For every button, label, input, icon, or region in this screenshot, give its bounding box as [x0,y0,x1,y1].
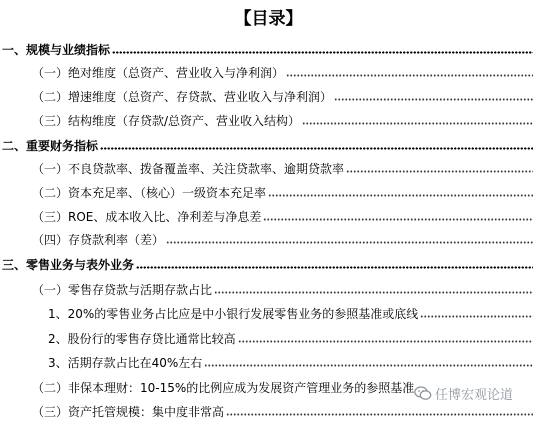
dot-leader [136,266,533,269]
toc-entry-text: （三）结构维度（存贷款/总资产、营业收入结构） [32,114,301,128]
watermark-text: 任博宏观论道 [435,388,514,403]
dot-leader [238,340,533,343]
wechat-icon [414,386,432,401]
toc-entry-text: 3、活期存款占比在40%左右 [48,356,203,370]
dot-leader [268,194,533,197]
toc-entry-text: （三）ROE、成本收入比、净利差与净息差 [32,210,262,224]
toc-entry-text: （一）绝对维度（总资产、营业收入与净利润） [32,66,285,80]
toc-entry-text: （二）非保本理财：10-15%的比例应成为发展资产管理业务的参照基准 [32,381,415,395]
toc-entry-text: 三、零售业务与表外业务 [2,258,135,272]
toc-entry-text: （二）增速维度（总资产、存贷款、营业收入与净利润） [32,90,333,104]
toc-entry-level-2[interactable] [32,85,533,105]
watermark [414,384,513,403]
toc-entry-level-2[interactable] [32,157,533,177]
toc-entry-text: 1、20%的零售业务占比应是中小银行发展零售业务的参照基准或底线 [48,307,419,321]
toc-entry-level-3[interactable] [48,302,533,322]
toc-entry-text: 2、股份行的零售存贷比通常比较高 [48,332,236,346]
toc-entry-level-3[interactable] [48,327,533,347]
dot-leader [204,364,533,367]
toc-entry-level-1[interactable] [2,253,533,273]
toc-entry-text: （一）零售存贷款与活期存款占比 [32,283,213,297]
toc-entry-level-1[interactable] [2,38,533,58]
dot-leader [346,170,533,173]
dot-leader [226,413,533,416]
page-title: 【目录】 [234,9,303,29]
dot-leader [302,122,533,125]
dot-leader [263,218,533,221]
toc-entry-text: （三）资产托管规模：集中度非常高 [32,405,225,419]
toc-entry-level-2[interactable] [32,61,533,81]
toc-entry-text: 二、重要财务指标 [2,139,99,153]
dot-leader [166,241,533,244]
toc-entry-level-3[interactable] [48,351,533,371]
dot-leader [334,98,533,101]
toc-entry-level-2[interactable] [32,228,533,248]
dot-leader [420,315,533,318]
toc-entry-level-2[interactable] [32,181,533,201]
toc-entry-text: （一）不良贷款率、拨备覆盖率、关注贷款率、逾期贷款率 [32,162,345,176]
toc-entry-text: 一、规模与业绩指标 [2,43,111,57]
toc-entry-text: （四）存贷款利率（差） [32,233,165,247]
toc-entry-level-2[interactable] [32,278,533,298]
dot-leader [100,147,533,150]
dot-leader [112,51,533,54]
dot-leader [286,74,533,77]
dot-leader [214,291,533,294]
toc-entry-level-2[interactable] [32,400,533,420]
toc-entry-level-2[interactable] [32,109,533,129]
toc-entry-level-1[interactable] [2,134,533,154]
toc-entry-text: （二）资本充足率、（核心）一级资本充足率 [32,186,267,200]
toc-entry-level-2[interactable] [32,205,533,225]
